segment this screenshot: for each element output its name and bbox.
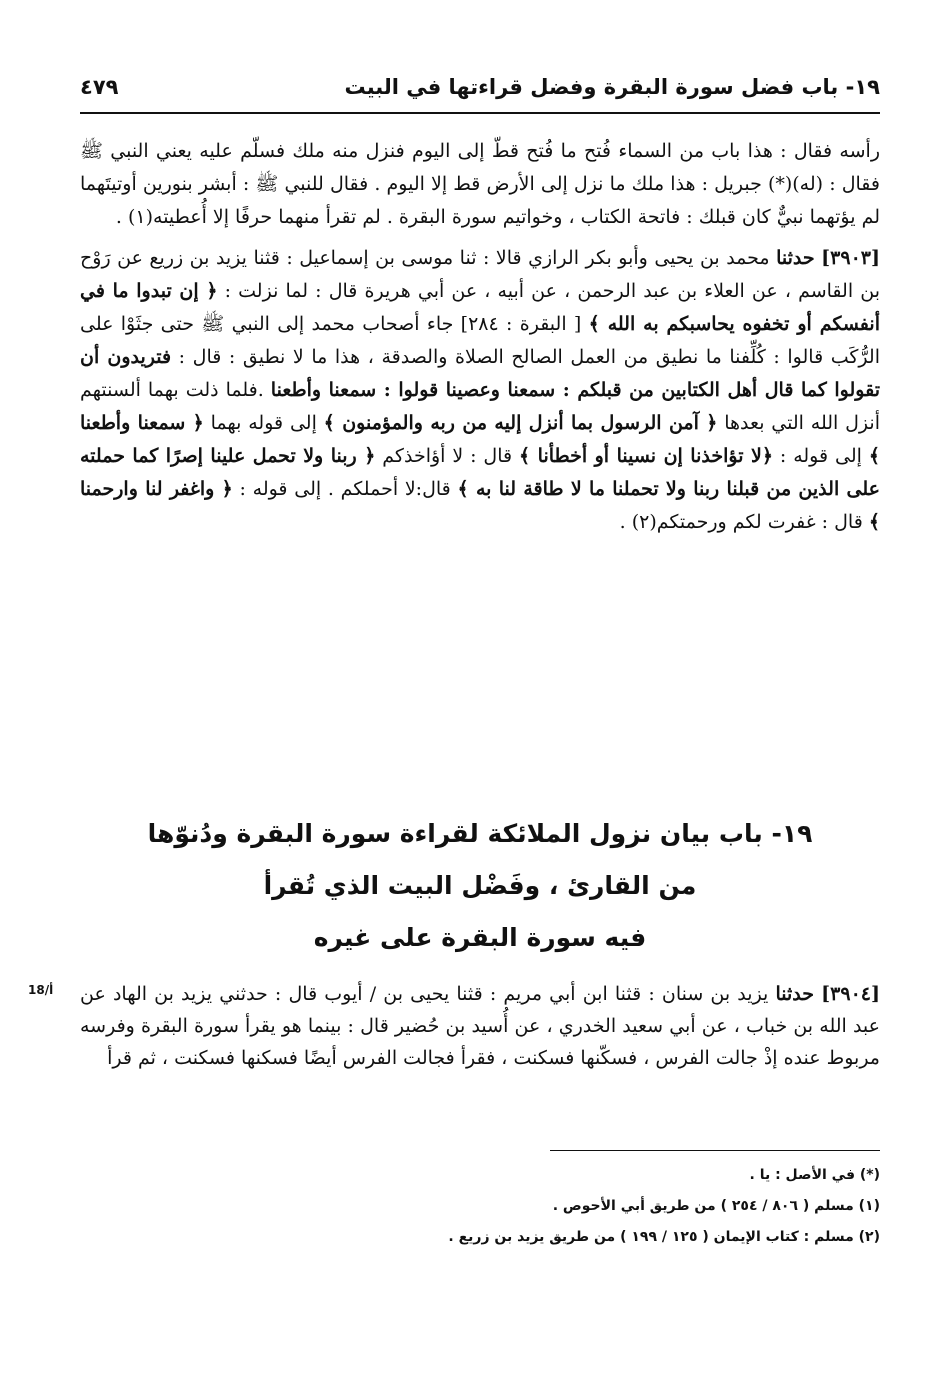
- hadith-text: قال:لا أحملكم . إلى قوله :: [239, 478, 451, 500]
- hadith-text: محمد بن يحيى وأبو بكر الرازي قالا : ثنا موسى بن إسماعيل : قثنا يزيد بن زريع عن رَوْح بن القاسم ، عن العلاء بن عبد الرحمن ، عن أبيه ، عن أبي هريرة قال : لما نزلت :: [80, 247, 880, 302]
- chapter-heading-line: من القارئ ، وفَضْل البيت الذي تُقرأ: [263, 871, 697, 900]
- quran-verse: ﴿ واغفر لنا وارحمنا ﴾: [80, 478, 880, 533]
- hadith-bold-text: فتريدون أن تقولوا كما قال أهل الكتابين من قبلكم : سمعنا وعصينا قولوا : سمعنا وأطعنا: [80, 346, 880, 401]
- hadith-text: [ البقرة : ٢٨٤] جاء أصحاب محمد إلى النبي ﷺ حتى جثَوْا على الرُّكَب قالوا : كُلِّفنا ما نطيق من العمل الصالح الصلاة والصدقة ، هذا ما لا نطيق : قال :: [80, 313, 880, 368]
- paragraph-continuation: رأسه فقال : هذا باب من السماء فُتح ما فُتح قطّ إلى اليوم فنزل منه ملك فسلّم عليه يعني النبي ﷺ فقال : (له)(*) جبريل : هذا ملك ما نزل إلى الأرض قط إلا اليوم . فقال للنبي ﷺ : أبشر بنورين أوتيتَهما لم يؤتهما نبيٌّ كان قبلك : فاتحة الكتاب ، وخواتيم سورة البقرة . لم تقرأ منهما حرفًا إلا أُعطيته(١) .: [80, 140, 880, 228]
- running-header-title: ١٩- باب فضل سورة البقرة وفضل قراءتها في البيت: [344, 75, 880, 99]
- footnote: (*) في الأصل : يا .: [749, 1167, 880, 1183]
- haddathana-word: حدثنا: [775, 983, 815, 1005]
- quran-verse: ﴿ ربنا ولا تحمل علينا إصرًا كما حملته على الذين من قبلنا ربنا ولا تحملنا ما لا طاقة لنا به ﴾: [80, 445, 881, 500]
- running-header: [80, 62, 880, 114]
- hadith-text: .فلما ذلت بهما ألسنتهم أنزل الله التي بعدها: [80, 379, 880, 434]
- manuscript-folio-ref: 18/أ: [28, 983, 54, 997]
- hadith-text: إلى قوله بهما: [210, 412, 317, 434]
- quran-verse: ﴿ سمعنا وأطعنا ﴾: [80, 412, 880, 467]
- chapter-heading: [80, 808, 880, 964]
- hadith-3903: [80, 242, 880, 539]
- hadith-text: قال : غفرت لكم ورحمتكم(٢) .: [619, 511, 863, 533]
- quran-verse: ﴿لا تؤاخذنا إن نسينا أو أخطأنا ﴾: [519, 445, 773, 467]
- hadith-3904: [80, 978, 880, 1074]
- footnote: (١) مسلم ( ٨٠٦ / ٢٥٤ ) من طريق أبي الأحوص .: [552, 1198, 880, 1214]
- footnote-divider: [550, 1150, 880, 1151]
- quran-verse: ﴿ آمن الرسول بما أنزل إليه من ربه والمؤمنون ﴾: [323, 412, 718, 434]
- chapter-heading-line: ١٩- باب بيان نزول الملائكة لقراءة سورة البقرة ودُنوّها: [147, 819, 813, 848]
- main-text-lower: [80, 978, 880, 1082]
- hadith-text: قال : لا أؤاخذكم: [382, 445, 513, 467]
- footnotes: [80, 1160, 880, 1253]
- main-text-upper: [80, 135, 880, 547]
- chapter-heading-line: فيه سورة البقرة على غيره: [313, 923, 647, 952]
- page-number: ٤٧٩: [80, 75, 119, 99]
- footnote: (٢) مسلم : كتاب الإيمان ( ١٢٥ / ١٩٩ ) من طريق يزيد بن زريع .: [448, 1229, 880, 1245]
- quran-verse: ﴿ إن تبدوا ما في أنفسكم أو تخفوه يحاسبكم به الله ﴾: [80, 280, 880, 335]
- hadith-text: يزيد بن سنان : قثنا ابن أبي مريم : قثنا يحيى بن / أيوب قال : حدثني يزيد بن الهاد عن عبد الله بن خباب ، عن أبي سعيد الخدري ، عن أُسيد بن حُضير قال : بينما هو يقرأ سورة البقرة وفرسه مربوط عنده إذْ جالت الفرس ، فسكّنها فسكنت ، فقرأ فجالت الفرس أيضًا فسكنها فسكنت ، ثم قرأ: [80, 983, 880, 1069]
- hadith-text: إلى قوله :: [779, 445, 862, 467]
- hadith-number: [٣٩٠٣]: [821, 247, 880, 269]
- hadith-number: [٣٩٠٤]: [821, 983, 880, 1005]
- haddathana-word: حدثنا: [776, 247, 815, 269]
